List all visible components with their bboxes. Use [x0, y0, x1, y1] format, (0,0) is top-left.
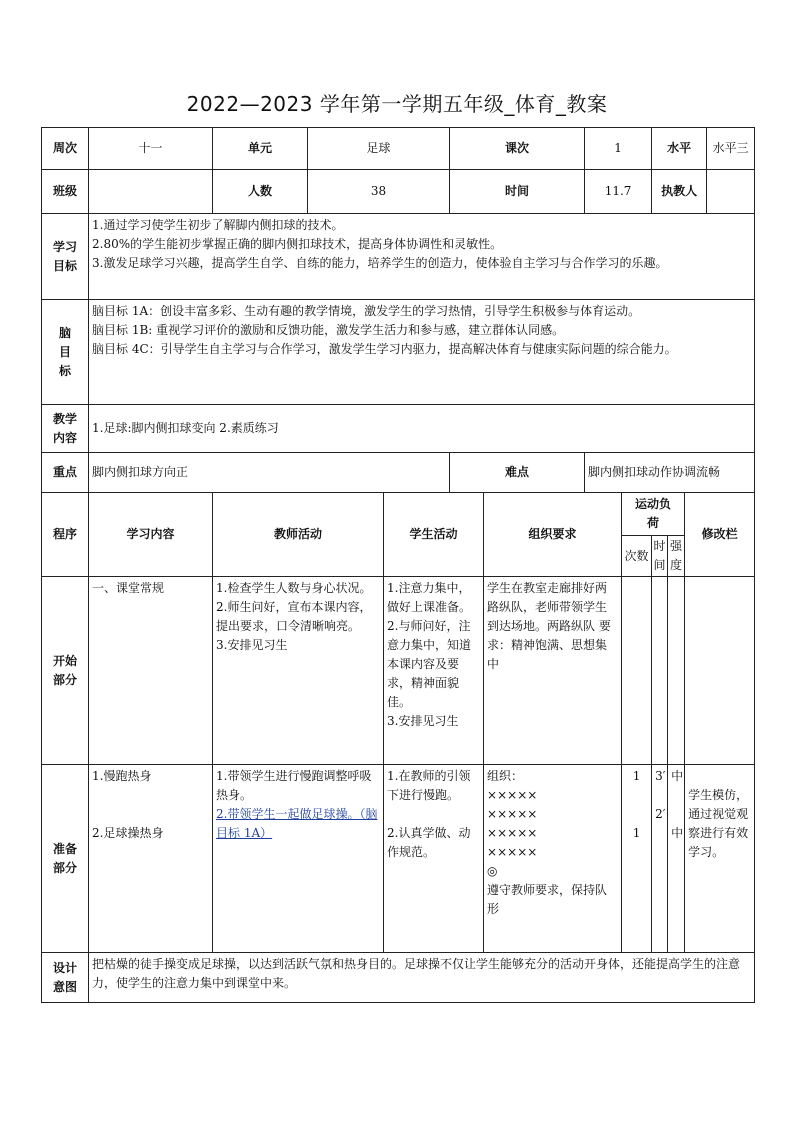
unit-value: 足球	[308, 128, 450, 170]
prep-student-2: 2.认真学做、动作规范。	[387, 826, 471, 859]
start-label	[42, 577, 89, 765]
start-count	[622, 577, 652, 765]
prep-spacer	[655, 786, 664, 805]
time-label: 时间	[450, 170, 585, 214]
prep-label-2: 部分	[52, 860, 77, 875]
prep-content	[89, 765, 213, 953]
load-header-1: 运动负	[635, 497, 672, 511]
lesson-plan-table	[41, 127, 755, 1003]
prep-time	[652, 765, 668, 953]
info-row-2	[42, 170, 755, 214]
page-title: 2022—2023 学年第一学期五年级_体育_教案	[186, 92, 608, 116]
difficult-text: 脚内侧扣球动作协调流畅	[585, 453, 755, 493]
start-label-2: 部分	[52, 672, 77, 687]
start-intensity	[668, 577, 685, 765]
start-label-1: 开始	[52, 653, 77, 668]
brain-label-3: 标	[58, 363, 71, 378]
load-header	[622, 493, 685, 536]
prep-row	[42, 765, 755, 953]
brain-label	[42, 300, 89, 405]
prep-label	[42, 765, 89, 953]
formation-row: ×××××	[487, 788, 538, 802]
level-value: 水平三	[707, 128, 755, 170]
count-subheader: 次数	[622, 536, 652, 577]
brain-line: 脑目标 1B: 重视学习评价的激励和反馈功能，激发学生活力和参与感，建立群体认同感。	[92, 323, 565, 337]
lesson-label: 课次	[450, 128, 585, 170]
time-subheader: 时间	[652, 536, 668, 577]
prep-intensity	[668, 765, 685, 953]
org-requirement: 遵守教师要求，保持队形	[487, 883, 608, 916]
unit-label: 单元	[213, 128, 308, 170]
design-text: 把枯燥的徒手操变成足球操，以达到活跃气氛和热身目的。足球操不仅让学生能够充分的活动开身体，还能提高学生的注意力，使学生的注意力集中到课堂中来。	[89, 953, 755, 1003]
class-label: 班级	[42, 170, 89, 214]
brain-label-1: 脑	[58, 325, 71, 340]
goals-row	[42, 214, 755, 300]
key-text: 脚内侧扣球方向正	[89, 453, 450, 493]
intensity-subheader: 强度	[668, 536, 685, 577]
goals-label-1: 学习	[52, 239, 77, 254]
start-row	[42, 577, 755, 765]
teacher-header: 教师活动	[213, 493, 384, 577]
level-label: 水平	[652, 128, 707, 170]
prep-content-2: 2.足球操热身	[92, 826, 164, 840]
prep-content-1: 1.慢跑热身	[92, 769, 152, 783]
content-text: 1.足球:脚内侧扣球变向 2.素质练习	[89, 405, 755, 453]
brain-row	[42, 300, 755, 405]
content-header: 学习内容	[89, 493, 213, 577]
prep-count-2: 1	[632, 826, 641, 840]
prep-teacher-2: 2.带领学生一起做足球操。（脑目标 1A）	[216, 807, 378, 840]
brain-line: 脑目标 1A：创设丰富多彩、生动有趣的教学情境，激发学生的学习热情，引导学生积极参与体育运动。	[92, 304, 641, 318]
difficult-label: 难点	[450, 453, 585, 493]
prep-count	[622, 765, 652, 953]
week-value: 十一	[89, 128, 213, 170]
formation-row: ×××××	[487, 845, 538, 859]
prep-student-1: 1.在教师的引领下进行慢跑。	[387, 769, 471, 802]
class-value	[89, 170, 213, 214]
prep-teacher-1: 1.带领学生进行慢跑调整呼吸热身。	[216, 769, 372, 802]
design-label-1: 设计	[52, 960, 77, 975]
goals-label-2: 目标	[52, 258, 77, 273]
load-header-2: 荷	[647, 516, 660, 530]
prep-intensity-1: 中	[671, 769, 684, 783]
week-label: 周次	[42, 128, 89, 170]
organization-header: 组织要求	[484, 493, 622, 577]
goals-label	[42, 214, 89, 300]
design-label-2: 意图	[52, 979, 77, 994]
design-label	[42, 953, 89, 1003]
start-teacher-line: 2.师生问好，宣布本课内容，提出要求，口令清晰响亮。	[216, 600, 372, 633]
brain-line: 脑目标 4C：引导学生自主学习与合作学习，激发学生学习内驱力，提高解决体育与健康实际问题的综合能力。	[92, 342, 677, 356]
key-label: 重点	[42, 453, 89, 493]
goal-line: 2.80%的学生能初步掌握正确的脚内侧扣球技术，提高身体协调性和灵敏性。	[92, 237, 503, 251]
prep-time-2: 2′	[655, 807, 666, 821]
start-student-line: 3.安排见习生	[387, 714, 459, 728]
start-student-line: 1.注意力集中，做好上课准备。	[387, 581, 472, 614]
prep-revise-text: 学生模仿，通过视觉观察进行有效学习。	[688, 788, 749, 859]
prep-label-1: 准备	[52, 841, 77, 856]
prep-count-1: 1	[632, 769, 641, 783]
focus-row	[42, 453, 755, 493]
prep-teacher	[213, 765, 384, 953]
formation-row: ×××××	[487, 826, 538, 840]
prep-student	[384, 765, 484, 953]
student-header: 学生活动	[384, 493, 484, 577]
content-label-1: 教学	[52, 411, 77, 426]
teacher-value	[707, 170, 755, 214]
prep-intensity-2: 中	[671, 826, 684, 840]
prep-revise	[685, 765, 755, 953]
time-value: 11.7	[585, 170, 652, 214]
revise-header: 修改栏	[685, 493, 755, 577]
org-label: 组织：	[487, 769, 524, 783]
start-student-line: 2.与师问好，注意力集中，知道本课内容及要求，精神面貌佳。	[387, 619, 472, 709]
design-row	[42, 953, 755, 1003]
start-student	[384, 577, 484, 765]
start-organization: 学生在教室走廊排好两路纵队，老师带领学生到达场地。两路纵队 要求：精神饱满、思想集中	[484, 577, 622, 765]
start-time	[652, 577, 668, 765]
teacher-label: 执教人	[652, 170, 707, 214]
section-header-row	[42, 493, 755, 536]
goal-line: 1.通过学习使学生初步了解脚内侧扣球的技术。	[92, 218, 344, 232]
lesson-value: 1	[585, 128, 652, 170]
start-content: 一、课堂常规	[89, 577, 213, 765]
start-revise	[685, 577, 755, 765]
start-teacher-line: 1.检查学生人数与身心状况。	[216, 581, 372, 595]
formation-row: ×××××	[487, 807, 538, 821]
content-label	[42, 405, 89, 453]
info-row-1	[42, 128, 755, 170]
content-label-2: 内容	[52, 430, 77, 445]
prep-spacer	[688, 767, 751, 786]
prep-spacer	[671, 786, 681, 824]
start-teacher-line: 3.安排见习生	[216, 638, 288, 652]
prep-spacer	[625, 786, 648, 824]
prep-spacer	[387, 805, 480, 824]
brain-text	[89, 300, 755, 405]
prep-time-1: 3′	[655, 769, 666, 783]
procedure-header: 程序	[42, 493, 89, 577]
prep-spacer	[92, 786, 209, 824]
goals-text	[89, 214, 755, 300]
content-row	[42, 405, 755, 453]
goal-line: 3.激发足球学习兴趣，提高学生自学、自练的能力，培养学生的创造力，使体验自主学习与合作学习的乐趣。	[92, 256, 668, 270]
teacher-position-icon: ◎	[487, 864, 498, 878]
start-teacher	[213, 577, 384, 765]
count-label: 人数	[213, 170, 308, 214]
count-value: 38	[308, 170, 450, 214]
brain-label-2: 目	[58, 344, 71, 359]
prep-organization	[484, 765, 622, 953]
